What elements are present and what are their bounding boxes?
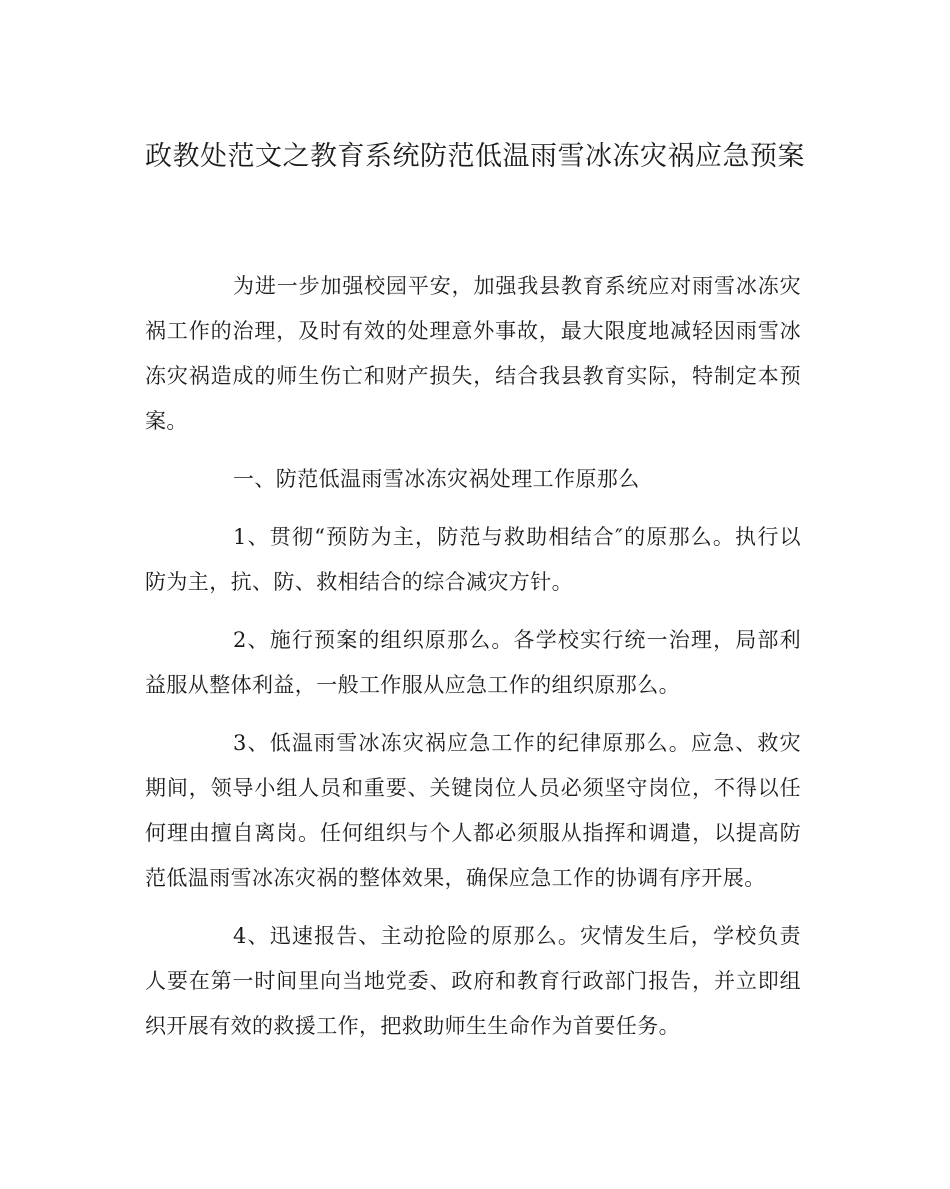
section-heading-principles: 一、防范低温雨雪冰冻灾祸处理工作原那么: [233, 467, 640, 491]
paragraph-principle-1: 1、贯彻“预防为主，防范与救助相结合″的原那么。执行以防为主，抗、防、救相结合的综合减灾方针。: [145, 525, 801, 594]
paragraph-principle-3: 3、低温雨雪冰冻灾祸应急工作的纪律原那么。应急、救灾期间，领导小组人员和重要、关键岗位人员必须坚守岗位，不得以任何理由擅自离岗。任何组织与个人都必须服从指挥和调遣，以提高防范低温雨雪冰冻灾祸的整体效果，确保应急工作的协调有序开展。: [145, 731, 801, 890]
document-body: [145, 264, 801, 1062]
paragraph-intro: 为进一步加强校园平安，加强我县教育系统应对雨雪冰冻灾祸工作的治理，及时有效的处理意外事故，最大限度地减轻因雨雪冰冻灾祸造成的师生伤亡和财产损失，结合我县教育实际，特制定本预案。: [145, 274, 801, 433]
paragraph-principle-2: 2、施行预案的组织原那么。各学校实行统一治理，局部利益服从整体利益，一般工作服从应急工作的组织原那么。: [145, 628, 801, 697]
document-title: 政教处范文之教育系统防范低温雨雪冰冻灾祸应急预案: [145, 141, 805, 172]
paragraph-principle-4: 4、迅速报告、主动抢险的原那么。灾情发生后，学校负责人要在第一时间里向当地党委、政府和教育行政部门报告，并立即组织开展有效的救援工作，把救助师生生命作为首要任务。: [145, 924, 801, 1038]
